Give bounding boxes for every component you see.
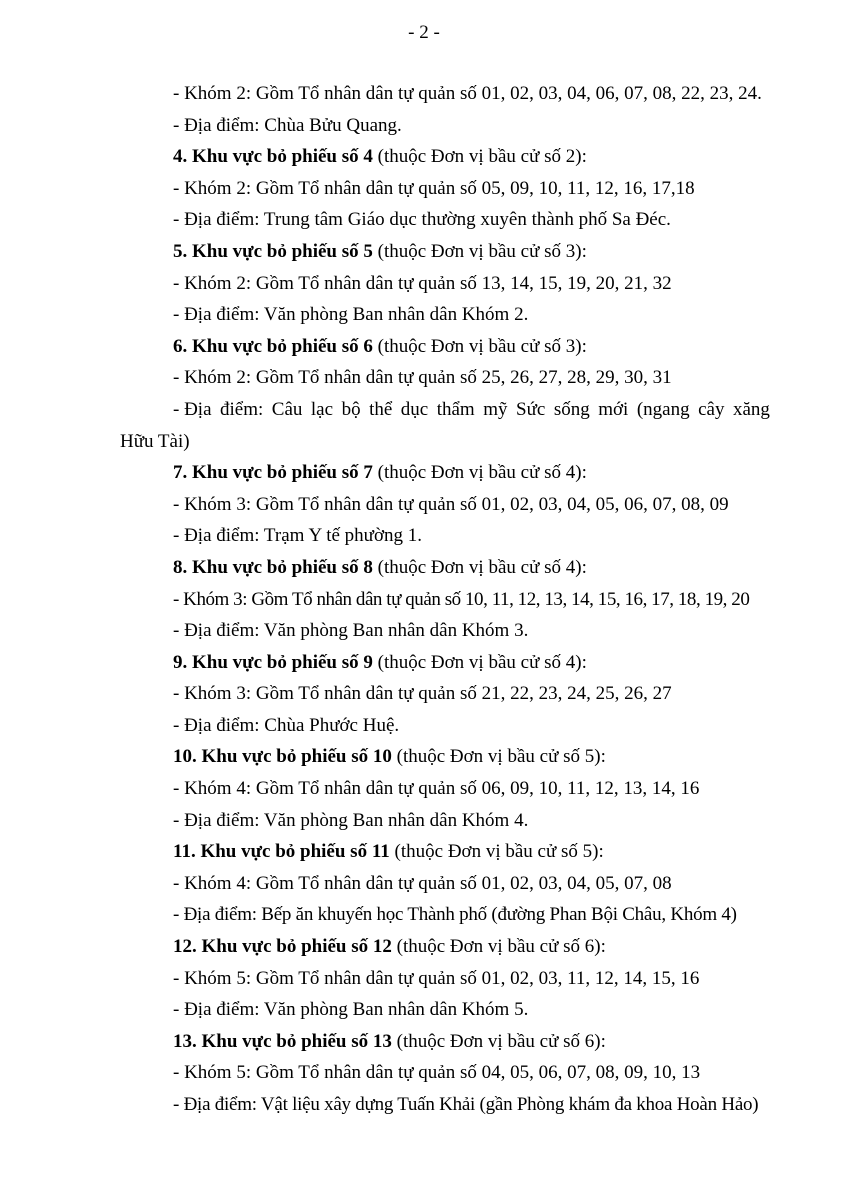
area-heading: [120, 141, 770, 173]
area-title: 10. Khu vực bỏ phiếu số 10: [173, 746, 392, 768]
area-heading: [120, 931, 770, 963]
area-title: 4. Khu vực bỏ phiếu số 4: [173, 146, 373, 168]
location-word: Câu: [271, 398, 303, 420]
khom-line: - Khóm 2: Gồm Tổ nhân dân tự quản số 13, 14, 15, 19, 20, 21, 32: [173, 272, 672, 294]
location-word: thể: [369, 398, 393, 420]
area-heading: [120, 1026, 770, 1058]
area-heading: [120, 552, 770, 584]
khom-line: - Khóm 2: Gồm Tổ nhân dân tự quản số 25, 26, 27, 28, 29, 30, 31: [173, 367, 672, 389]
area-unit: (thuộc Đơn vị bầu cử số 3):: [372, 240, 587, 262]
location-continuation: Hữu Tài): [120, 430, 190, 452]
location-line: - Địa điểm: Văn phòng Ban nhân dân Khóm 4.: [173, 809, 529, 831]
area-title: 8. Khu vực bỏ phiếu số 8: [173, 556, 373, 578]
location-word: Sức: [516, 398, 546, 420]
location-line: - Địa điểm: Chùa Bửu Quang.: [173, 114, 402, 136]
location-word: cây: [698, 398, 725, 420]
area-title: 7. Khu vực bỏ phiếu số 7: [173, 462, 373, 484]
khom-line: - Khóm 3: Gồm Tổ nhân dân tự quản số 10, 11, 12, 13, 14, 15, 16, 17, 18, 19, 20: [173, 588, 750, 610]
area-unit: (thuộc Đơn vị bầu cử số 2):: [372, 146, 587, 168]
area-unit: (thuộc Đơn vị bầu cử số 5):: [391, 746, 606, 768]
location-word: điểm:: [220, 398, 264, 420]
area-heading: [120, 331, 770, 363]
area-heading: [120, 236, 770, 268]
location-word: dục: [400, 398, 429, 420]
area-title: 12. Khu vực bỏ phiếu số 12: [173, 936, 392, 958]
location-word: mới: [598, 398, 629, 420]
location-line: - Địa điểm: Văn phòng Ban nhân dân Khóm 5.: [173, 999, 529, 1021]
khom-line: - Khóm 5: Gồm Tổ nhân dân tự quản số 04, 05, 06, 07, 08, 09, 10, 13: [173, 1062, 701, 1084]
khom-line: - Khóm 5: Gồm Tổ nhân dân tự quản số 01, 02, 03, 11, 12, 14, 15, 16: [173, 967, 700, 989]
area-title: 13. Khu vực bỏ phiếu số 13: [173, 1030, 392, 1052]
location-line: [120, 394, 770, 426]
area-unit: (thuộc Đơn vị bầu cử số 4):: [372, 462, 587, 484]
khom-line: - Khóm 4: Gồm Tổ nhân dân tự quản số 06, 09, 10, 11, 12, 13, 14, 16: [173, 778, 700, 800]
area-heading: [120, 647, 770, 679]
area-unit: (thuộc Đơn vị bầu cử số 6):: [391, 1030, 606, 1052]
location-word: thẩm: [436, 398, 475, 420]
page-number: - 2 -: [408, 22, 440, 43]
area-title: 5. Khu vực bỏ phiếu số 5: [173, 240, 373, 262]
area-heading: [120, 836, 770, 868]
area-unit: (thuộc Đơn vị bầu cử số 3):: [372, 335, 587, 357]
area-heading: [120, 741, 770, 773]
area-title: 9. Khu vực bỏ phiếu số 9: [173, 651, 373, 673]
location-line: - Địa điểm: Văn phòng Ban nhân dân Khóm 3.: [173, 620, 529, 642]
area-unit: (thuộc Đơn vị bầu cử số 6):: [391, 936, 606, 958]
khom-line: - Khóm 4: Gồm Tổ nhân dân tự quản số 01, 02, 03, 04, 05, 07, 08: [173, 872, 672, 894]
area-unit: (thuộc Đơn vị bầu cử số 4):: [372, 556, 587, 578]
document-body: [120, 78, 770, 1121]
location-line: - Địa điểm: Trạm Y tế phường 1.: [173, 525, 423, 547]
location-word: xăng: [732, 398, 770, 420]
location-line: - Địa điểm: Bếp ăn khuyến học Thành phố (đường Phan Bội Châu, Khóm 4): [173, 904, 737, 926]
location-line: - Địa điểm: Văn phòng Ban nhân dân Khóm 2.: [173, 304, 529, 326]
location-word: sống: [553, 398, 590, 420]
area-title: 6. Khu vực bỏ phiếu số 6: [173, 335, 373, 357]
location-word: lạc: [310, 398, 334, 420]
area-heading: [120, 457, 770, 489]
location-line: - Địa điểm: Chùa Phước Huệ.: [173, 714, 400, 736]
khom-line: - Khóm 2: Gồm Tổ nhân dân tự quản số 05, 09, 10, 11, 12, 16, 17,18: [173, 177, 695, 199]
khom-line: - Khóm 3: Gồm Tổ nhân dân tự quản số 01, 02, 03, 04, 05, 06, 07, 08, 09: [173, 493, 729, 515]
location-word: bộ: [341, 398, 361, 420]
location-word: (ngang: [636, 398, 690, 420]
location-line: - Địa điểm: Vật liệu xây dựng Tuấn Khải (gần Phòng khám đa khoa Hoàn Hảo): [173, 1094, 759, 1115]
area-title: 11. Khu vực bỏ phiếu số 11: [173, 841, 390, 863]
location-word: mỹ: [483, 398, 508, 420]
khom-line: - Khóm 2: Gồm Tổ nhân dân tự quản số 01, 02, 03, 04, 06, 07, 08, 22, 23, 24.: [173, 83, 762, 104]
area-unit: (thuộc Đơn vị bầu cử số 5):: [389, 841, 604, 863]
khom-line: - Khóm 3: Gồm Tổ nhân dân tự quản số 21, 22, 23, 24, 25, 26, 27: [173, 683, 672, 705]
location-line: - Địa điểm: Trung tâm Giáo dục thường xuyên thành phố Sa Đéc.: [173, 209, 671, 231]
area-unit: (thuộc Đơn vị bầu cử số 4):: [372, 651, 587, 673]
location-word: - Địa: [173, 398, 212, 420]
